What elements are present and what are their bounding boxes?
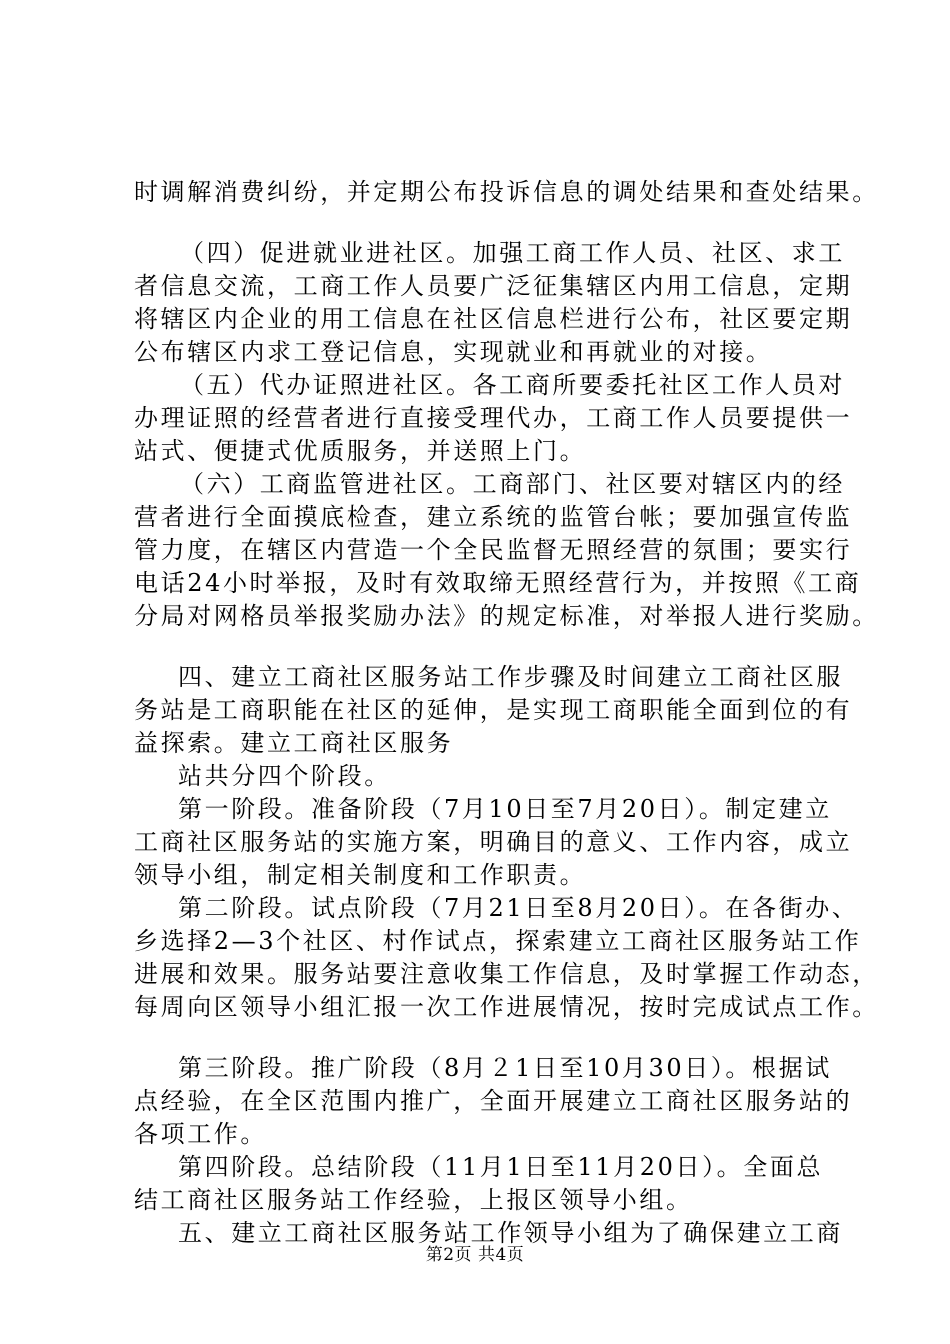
text-line: 电话24小时举报，及时有效取缔无照经营行为，并按照《工商 bbox=[134, 569, 862, 597]
text-line: 营者进行全面摸底检查，建立系统的监管台帐；要加强宣传监 bbox=[134, 503, 853, 531]
text-line: 第一阶段。准备阶段（7月10日至7月20日）。制定建立 bbox=[178, 795, 832, 823]
text-line: 务站是工商职能在社区的延伸，是实现工商职能全面到位的有 bbox=[134, 696, 853, 724]
text-line: 办理证照的经营者进行直接受理代办，工商工作人员要提供一 bbox=[134, 404, 853, 432]
text-line: 公布辖区内求工登记信息，实现就业和再就业的对接。 bbox=[134, 338, 773, 366]
text-line: 工商社区服务站的实施方案，明确目的意义、工作内容，成立 bbox=[134, 828, 853, 856]
text-line: 站共分四个阶段。 bbox=[178, 762, 391, 790]
text-line: （四）促进就业进社区。加强工商工作人员、社区、求工 bbox=[180, 239, 845, 267]
text-line: 点经验，在全区范围内推广，全面开展建立工商社区服务站的 bbox=[134, 1087, 853, 1115]
text-line: 五、建立工商社区服务站工作领导小组为了确保建立工商 bbox=[178, 1219, 843, 1247]
text-line: （五）代办证照进社区。各工商所要委托社区工作人员对 bbox=[180, 371, 845, 399]
text-line: 每周向区领导小组汇报一次工作进展情况，按时完成试点工作。 bbox=[134, 993, 879, 1021]
text-line: 领导小组，制定相关制度和工作职责。 bbox=[134, 861, 587, 889]
text-line: 各项工作。 bbox=[134, 1120, 267, 1148]
text-line: 第二阶段。试点阶段（7月21日至8月20日）。在各街办、 bbox=[178, 894, 859, 922]
text-line: 四、建立工商社区服务站工作步骤及时间建立工商社区服 bbox=[178, 663, 843, 691]
text-line: 管力度，在辖区内营造一个全民监督无照经营的氛围；要实行 bbox=[134, 536, 853, 564]
text-line: 者信息交流，工商工作人员要广泛征集辖区内用工信息，定期 bbox=[134, 272, 853, 300]
page-number-footer: 第2页 共4页 bbox=[425, 1245, 525, 1265]
text-line: 站式、便捷式优质服务，并送照上门。 bbox=[134, 437, 587, 465]
text-line: 将辖区内企业的用工信息在社区信息栏进行公布，社区要定期 bbox=[134, 305, 853, 333]
text-line: （六）工商监管进社区。工商部门、社区要对辖区内的经 bbox=[180, 470, 845, 498]
text-line: 第四阶段。总结阶段（11月1日至11月20日）。全面总 bbox=[178, 1153, 824, 1181]
text-line: 进展和效果。服务站要注意收集工作信息，及时掌握工作动态， bbox=[134, 960, 879, 988]
text-line: 益探索。建立工商社区服务 bbox=[134, 729, 454, 757]
text-line: 时调解消费纠纷，并定期公布投诉信息的调处结果和查处结果。 bbox=[134, 178, 879, 206]
text-line: 分局对网格员举报奖励办法》的规定标准，对举报人进行奖励。 bbox=[134, 602, 879, 630]
text-line: 结工商社区服务站工作经验，上报区领导小组。 bbox=[134, 1186, 693, 1214]
text-line: 乡选择2—3个社区、村作试点，探索建立工商社区服务站工作 bbox=[134, 927, 862, 955]
text-line: 第三阶段。推广阶段（8月２1日至10月30日）。根据试 bbox=[178, 1054, 832, 1082]
